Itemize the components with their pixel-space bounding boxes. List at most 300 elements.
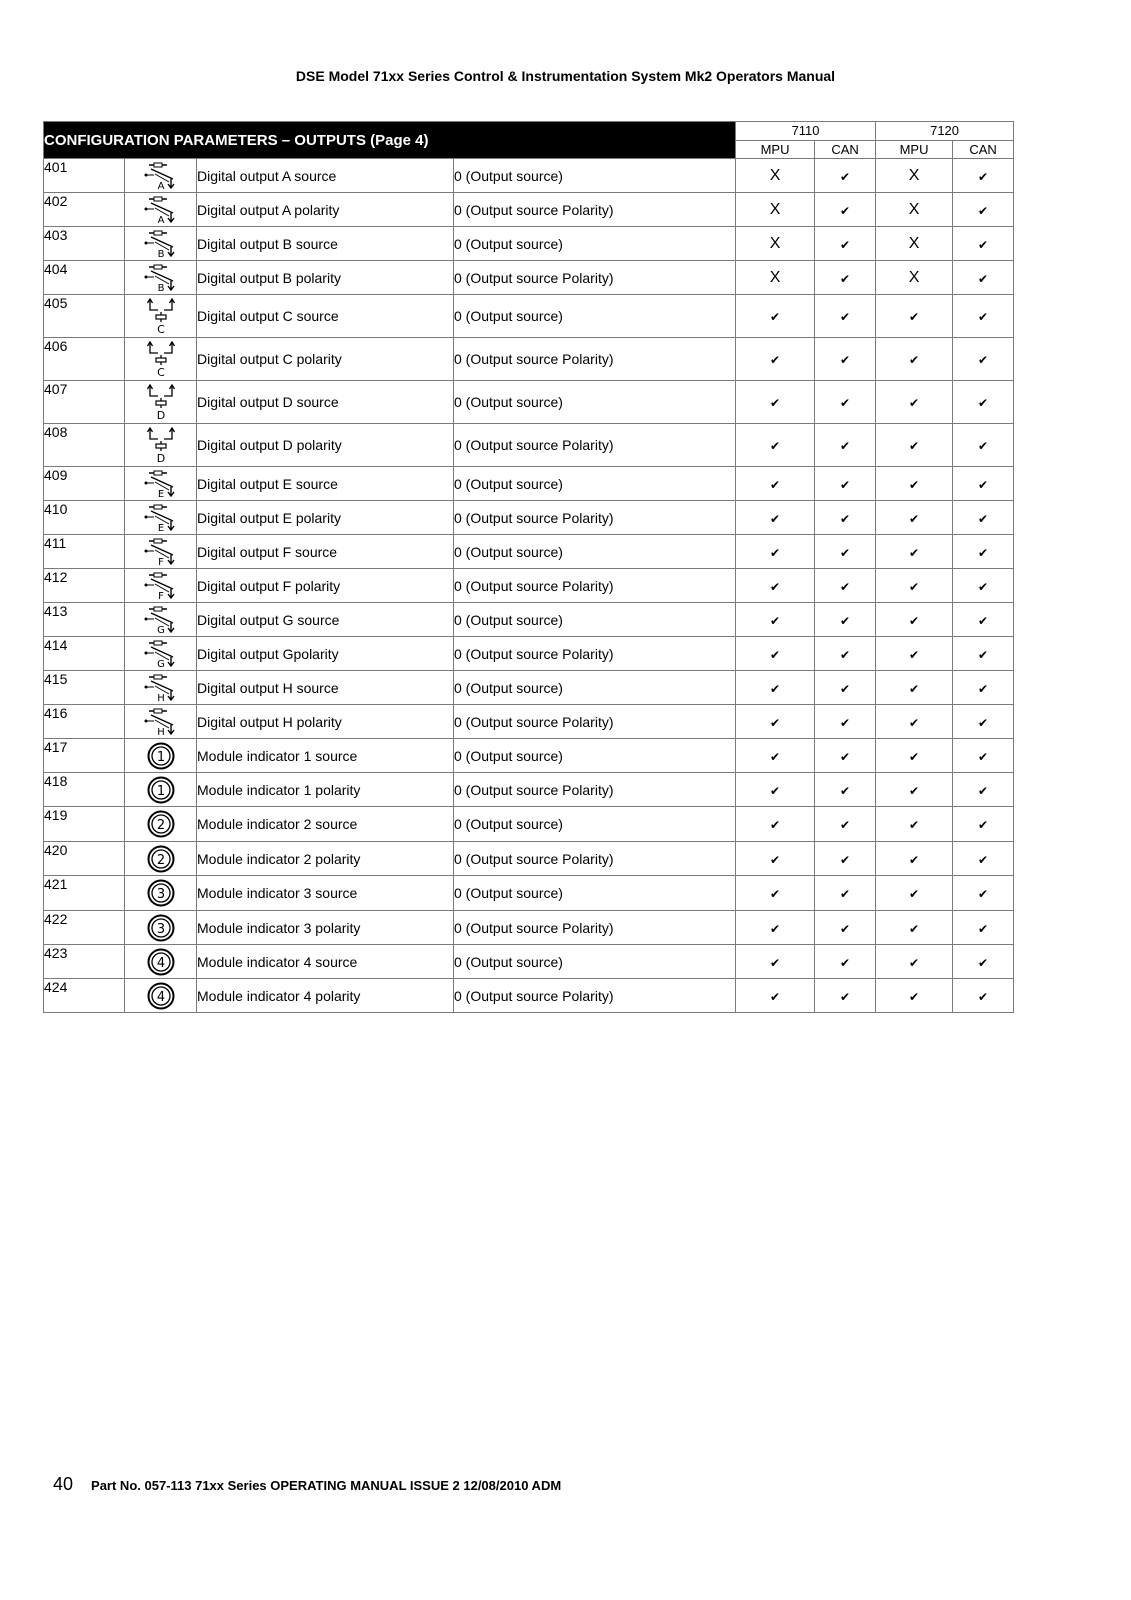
support-mark: ✔ (978, 887, 989, 901)
table-row (44, 193, 1014, 227)
mark-7110-mpu (736, 424, 815, 467)
support-mark: ✔ (770, 852, 781, 867)
mark-7110-can (815, 603, 876, 637)
support-mark: ✔ (909, 511, 920, 526)
digital-output-switch-icon (143, 200, 179, 224)
table-row (44, 911, 1014, 945)
table-row (44, 842, 1014, 876)
support-mark: ✔ (770, 396, 781, 410)
parameter-icon-cell (125, 467, 197, 501)
mark-7120-can (953, 159, 1014, 193)
digital-output-switch-icon (143, 610, 179, 634)
parameter-icon-cell (125, 193, 197, 227)
support-mark: ✔ (770, 715, 781, 730)
mark-7120-can (953, 261, 1014, 295)
support-mark: ✔ (770, 613, 781, 628)
mark-7120-mpu (876, 842, 953, 876)
parameter-default: 0 (Output source) (454, 807, 736, 842)
support-mark: ✔ (840, 749, 851, 764)
mark-7110-can (815, 501, 876, 535)
parameter-default: 0 (Output source Polarity) (454, 911, 736, 945)
table-row (44, 739, 1014, 773)
support-mark: ✔ (770, 955, 781, 970)
parameter-icon-cell (125, 295, 197, 338)
svg-text:H: H (156, 726, 165, 736)
mark-7120-can (953, 807, 1014, 842)
mark-7120-mpu (876, 603, 953, 637)
mpu-header: MPU (736, 140, 815, 159)
parameter-description: Module indicator 4 polarity (197, 979, 454, 1013)
mark-7120-mpu (876, 979, 953, 1013)
parameter-default: 0 (Output source Polarity) (454, 261, 736, 295)
parameter-default: 0 (Output source Polarity) (454, 979, 736, 1013)
support-mark: ✔ (840, 271, 851, 286)
parameter-number: 401 (44, 159, 125, 193)
mark-7120-mpu (876, 773, 953, 807)
mark-7110-can (815, 637, 876, 671)
mark-7110-can (815, 295, 876, 338)
parameter-default: 0 (Output source) (454, 671, 736, 705)
mark-7120-can (953, 773, 1014, 807)
support-mark: ✔ (770, 579, 781, 594)
parameter-icon-cell (125, 739, 197, 773)
table-row (44, 467, 1014, 501)
mark-7110-can (815, 381, 876, 424)
table-row (44, 501, 1014, 535)
support-mark: ✔ (909, 715, 920, 730)
mark-7120-mpu (876, 637, 953, 671)
parameter-icon-cell (125, 261, 197, 295)
support-mark: ✔ (978, 477, 989, 492)
parameter-default: 0 (Output source) (454, 295, 736, 338)
digital-output-switch-icon (143, 474, 179, 498)
table-row (44, 637, 1014, 671)
mark-7120-can (953, 842, 1014, 876)
support-mark: ✔ (978, 989, 989, 1004)
support-mark: ✔ (909, 477, 920, 492)
support-mark: ✔ (978, 715, 989, 730)
parameter-description: Module indicator 2 polarity (197, 842, 454, 876)
module-indicator-icon (146, 952, 176, 971)
mark-7120-mpu (876, 295, 953, 338)
support-mark: ✔ (770, 818, 781, 832)
support-mark: ✔ (978, 439, 989, 453)
parameter-description: Digital output E source (197, 467, 454, 501)
support-mark: ✔ (909, 989, 920, 1004)
support-mark: ✔ (770, 439, 781, 453)
mark-7120-mpu (876, 739, 953, 773)
table-row (44, 603, 1014, 637)
table-row (44, 705, 1014, 739)
support-mark: ✔ (978, 613, 989, 628)
parameter-icon-cell (125, 911, 197, 945)
support-mark: ✔ (909, 749, 920, 764)
mark-7110-mpu (736, 159, 815, 193)
digital-output-switch-icon (143, 644, 179, 668)
parameter-icon-cell (125, 535, 197, 569)
support-mark: ✔ (840, 955, 851, 970)
parameter-description: Digital output B polarity (197, 261, 454, 295)
parameter-default: 0 (Output source Polarity) (454, 842, 736, 876)
parameter-default: 0 (Output source) (454, 535, 736, 569)
mark-7110-mpu (736, 261, 815, 295)
mark-7110-can (815, 773, 876, 807)
mark-7110-mpu (736, 911, 815, 945)
parameter-icon-cell (125, 979, 197, 1013)
parameter-number: 424 (44, 979, 125, 1013)
parameter-default: 0 (Output source Polarity) (454, 637, 736, 671)
mark-7110-can (815, 739, 876, 773)
support-mark: X (908, 268, 920, 286)
mark-7120-can (953, 979, 1014, 1013)
parameter-description: Digital output D source (197, 381, 454, 424)
mpu-header: MPU (876, 140, 953, 159)
support-mark: ✔ (978, 271, 989, 286)
module-indicator-icon (146, 986, 176, 1005)
mark-7110-can (815, 911, 876, 945)
module-indicator-icon (146, 746, 176, 765)
mark-7120-mpu (876, 193, 953, 227)
model-7110-header: 7110 (736, 122, 876, 141)
parameter-description: Module indicator 2 source (197, 807, 454, 842)
digital-output-relay-icon (144, 350, 178, 378)
digital-output-relay-icon (144, 307, 178, 335)
mark-7120-mpu (876, 467, 953, 501)
table-row (44, 535, 1014, 569)
mark-7120-can (953, 671, 1014, 705)
parameter-number: 404 (44, 261, 125, 295)
mark-7110-mpu (736, 979, 815, 1013)
support-mark: X (769, 166, 781, 184)
parameter-number: 416 (44, 705, 125, 739)
table-row (44, 876, 1014, 911)
parameter-icon-cell (125, 381, 197, 424)
mark-7110-mpu (736, 773, 815, 807)
parameter-icon-cell (125, 424, 197, 467)
digital-output-switch-icon (143, 712, 179, 736)
parameter-description: Digital output A source (197, 159, 454, 193)
footer-text: Part No. 057-113 71xx Series OPERATING MANUAL ISSUE 2 12/08/2010 ADM (91, 1478, 562, 1493)
support-mark: ✔ (840, 613, 851, 628)
parameter-description: Digital output B source (197, 227, 454, 261)
support-mark: ✔ (909, 439, 920, 453)
support-mark: ✔ (909, 396, 920, 410)
support-mark: ✔ (840, 353, 851, 367)
support-mark: ✔ (909, 353, 920, 367)
mark-7110-mpu (736, 739, 815, 773)
support-mark: ✔ (840, 237, 851, 252)
support-mark: ✔ (770, 783, 781, 798)
support-mark: ✔ (978, 783, 989, 798)
parameter-default: 0 (Output source) (454, 227, 736, 261)
parameter-description: Module indicator 4 source (197, 945, 454, 979)
support-mark: ✔ (840, 647, 851, 662)
svg-text:3: 3 (156, 887, 165, 902)
digital-output-switch-icon (143, 234, 179, 258)
parameter-default: 0 (Output source) (454, 739, 736, 773)
support-mark: ✔ (840, 545, 851, 560)
table-row (44, 338, 1014, 381)
table-row (44, 945, 1014, 979)
mark-7110-can (815, 807, 876, 842)
table-row (44, 807, 1014, 842)
digital-output-relay-icon (144, 436, 178, 464)
table-row (44, 261, 1014, 295)
svg-text:4: 4 (156, 955, 165, 971)
mark-7120-mpu (876, 671, 953, 705)
svg-text:E: E (157, 488, 164, 498)
module-indicator-icon (146, 780, 176, 799)
mark-7120-mpu (876, 424, 953, 467)
support-mark: ✔ (909, 852, 920, 867)
mark-7120-can (953, 569, 1014, 603)
support-mark: ✔ (909, 887, 920, 901)
svg-text:D: D (156, 409, 165, 421)
support-mark: ✔ (840, 783, 851, 798)
support-mark: ✔ (978, 237, 989, 252)
parameter-icon-cell (125, 705, 197, 739)
support-mark: X (769, 234, 781, 252)
parameter-icon-cell (125, 671, 197, 705)
support-mark: ✔ (909, 921, 920, 936)
support-mark: ✔ (909, 681, 920, 696)
parameter-default: 0 (Output source) (454, 381, 736, 424)
support-mark: ✔ (770, 681, 781, 696)
mark-7120-can (953, 295, 1014, 338)
parameter-default: 0 (Output source Polarity) (454, 569, 736, 603)
mark-7110-can (815, 842, 876, 876)
parameter-icon-cell (125, 159, 197, 193)
parameter-number: 418 (44, 773, 125, 807)
mark-7110-can (815, 876, 876, 911)
support-mark: ✔ (840, 396, 851, 410)
parameter-icon-cell (125, 637, 197, 671)
support-mark: ✔ (978, 579, 989, 594)
svg-text:E: E (157, 522, 164, 532)
support-mark: ✔ (909, 647, 920, 662)
config-parameters-table (43, 121, 1014, 1013)
mark-7120-can (953, 911, 1014, 945)
parameter-default: 0 (Output source) (454, 876, 736, 911)
svg-text:C: C (156, 323, 165, 335)
parameter-number: 415 (44, 671, 125, 705)
table-row (44, 381, 1014, 424)
support-mark: ✔ (978, 647, 989, 662)
svg-text:H: H (156, 692, 165, 702)
support-mark: ✔ (840, 511, 851, 526)
support-mark: ✔ (978, 681, 989, 696)
mark-7110-can (815, 261, 876, 295)
parameter-default: 0 (Output source) (454, 159, 736, 193)
support-mark: X (769, 268, 781, 286)
mark-7110-mpu (736, 193, 815, 227)
parameter-description: Module indicator 1 source (197, 739, 454, 773)
mark-7120-mpu (876, 705, 953, 739)
svg-text:D: D (156, 452, 165, 464)
digital-output-switch-icon (143, 576, 179, 600)
support-mark: ✔ (909, 613, 920, 628)
mark-7120-can (953, 603, 1014, 637)
parameter-description: Digital output D polarity (197, 424, 454, 467)
module-indicator-icon (146, 815, 176, 831)
parameter-description: Digital output F polarity (197, 569, 454, 603)
mark-7120-can (953, 227, 1014, 261)
support-mark: ✔ (770, 989, 781, 1004)
parameter-description: Digital output C polarity (197, 338, 454, 381)
mark-7110-mpu (736, 637, 815, 671)
parameter-description: Module indicator 3 polarity (197, 911, 454, 945)
support-mark: ✔ (978, 310, 989, 324)
mark-7110-mpu (736, 467, 815, 501)
table-row (44, 227, 1014, 261)
mark-7110-can (815, 671, 876, 705)
parameter-default: 0 (Output source) (454, 945, 736, 979)
svg-text:1: 1 (156, 749, 165, 765)
svg-text:B: B (157, 248, 164, 258)
svg-text:2: 2 (156, 818, 165, 833)
support-mark: ✔ (770, 477, 781, 492)
digital-output-switch-icon (143, 542, 179, 566)
mark-7120-can (953, 193, 1014, 227)
mark-7110-can (815, 945, 876, 979)
parameter-description: Digital output F source (197, 535, 454, 569)
document-header: DSE Model 71xx Series Control & Instrumentation System Mk2 Operators Manual (295, 68, 836, 84)
parameter-number: 411 (44, 535, 125, 569)
mark-7120-can (953, 876, 1014, 911)
mark-7110-can (815, 535, 876, 569)
support-mark: ✔ (978, 353, 989, 367)
parameter-icon-cell (125, 773, 197, 807)
support-mark: ✔ (978, 169, 989, 184)
table-row (44, 159, 1014, 193)
document-footer (53, 1474, 561, 1495)
support-mark: ✔ (978, 545, 989, 560)
mark-7110-can (815, 193, 876, 227)
svg-text:F: F (157, 556, 164, 566)
parameter-number: 409 (44, 467, 125, 501)
support-mark: ✔ (770, 921, 781, 936)
mark-7110-can (815, 705, 876, 739)
mark-7110-can (815, 159, 876, 193)
parameter-default: 0 (Output source Polarity) (454, 501, 736, 535)
svg-text:4: 4 (156, 989, 165, 1005)
mark-7110-can (815, 467, 876, 501)
mark-7110-mpu (736, 569, 815, 603)
support-mark: ✔ (840, 989, 851, 1004)
support-mark: ✔ (978, 511, 989, 526)
support-mark: ✔ (770, 749, 781, 764)
mark-7110-mpu (736, 671, 815, 705)
svg-text:G: G (156, 658, 165, 668)
support-mark: ✔ (978, 749, 989, 764)
parameter-description: Digital output Gpolarity (197, 637, 454, 671)
module-indicator-icon (146, 849, 176, 868)
parameter-default: 0 (Output source) (454, 467, 736, 501)
table-title: CONFIGURATION PARAMETERS – OUTPUTS (Page 4) (44, 122, 736, 159)
parameter-number: 422 (44, 911, 125, 945)
support-mark: ✔ (840, 579, 851, 594)
support-mark: ✔ (840, 310, 851, 324)
svg-text:A: A (157, 214, 164, 224)
mark-7110-mpu (736, 381, 815, 424)
mark-7110-mpu (736, 705, 815, 739)
support-mark: ✔ (909, 818, 920, 832)
support-mark: ✔ (840, 818, 851, 832)
parameter-number: 419 (44, 807, 125, 842)
mark-7110-mpu (736, 227, 815, 261)
mark-7120-mpu (876, 159, 953, 193)
mark-7110-mpu (736, 501, 815, 535)
support-mark: ✔ (840, 477, 851, 492)
mark-7120-can (953, 338, 1014, 381)
support-mark: ✔ (840, 439, 851, 453)
parameter-icon-cell (125, 338, 197, 381)
mark-7120-can (953, 381, 1014, 424)
parameter-number: 403 (44, 227, 125, 261)
mark-7120-can (953, 535, 1014, 569)
mark-7120-mpu (876, 876, 953, 911)
parameter-default: 0 (Output source) (454, 603, 736, 637)
parameter-icon-cell (125, 876, 197, 911)
support-mark: ✔ (770, 511, 781, 526)
support-mark: ✔ (978, 921, 989, 936)
mark-7110-mpu (736, 338, 815, 381)
parameter-icon-cell (125, 227, 197, 261)
mark-7120-mpu (876, 945, 953, 979)
mark-7110-mpu (736, 295, 815, 338)
mark-7110-can (815, 338, 876, 381)
can-header: CAN (815, 140, 876, 159)
module-indicator-icon (146, 918, 176, 937)
svg-text:A: A (157, 180, 164, 190)
parameter-number: 414 (44, 637, 125, 671)
mark-7120-can (953, 739, 1014, 773)
support-mark: ✔ (840, 852, 851, 867)
support-mark: ✔ (770, 545, 781, 560)
table-row (44, 979, 1014, 1013)
mark-7120-mpu (876, 911, 953, 945)
mark-7110-mpu (736, 876, 815, 911)
mark-7120-can (953, 637, 1014, 671)
support-mark: ✔ (840, 203, 851, 218)
module-indicator-icon (146, 884, 176, 900)
parameter-number: 410 (44, 501, 125, 535)
parameter-number: 413 (44, 603, 125, 637)
page-number: 40 (53, 1474, 74, 1494)
support-mark: ✔ (909, 545, 920, 560)
parameter-icon-cell (125, 569, 197, 603)
support-mark: ✔ (770, 310, 781, 324)
mark-7110-mpu (736, 842, 815, 876)
support-mark: ✔ (770, 887, 781, 901)
digital-output-relay-icon (144, 393, 178, 421)
parameter-icon-cell (125, 945, 197, 979)
parameter-number: 402 (44, 193, 125, 227)
parameter-description: Digital output C source (197, 295, 454, 338)
parameter-default: 0 (Output source Polarity) (454, 705, 736, 739)
support-mark: ✔ (978, 396, 989, 410)
support-mark: X (908, 234, 920, 252)
mark-7110-can (815, 424, 876, 467)
table-row (44, 569, 1014, 603)
mark-7110-mpu (736, 807, 815, 842)
digital-output-switch-icon (143, 678, 179, 702)
support-mark: ✔ (770, 353, 781, 367)
mark-7120-can (953, 424, 1014, 467)
support-mark: ✔ (978, 203, 989, 218)
mark-7110-mpu (736, 945, 815, 979)
table-row (44, 773, 1014, 807)
